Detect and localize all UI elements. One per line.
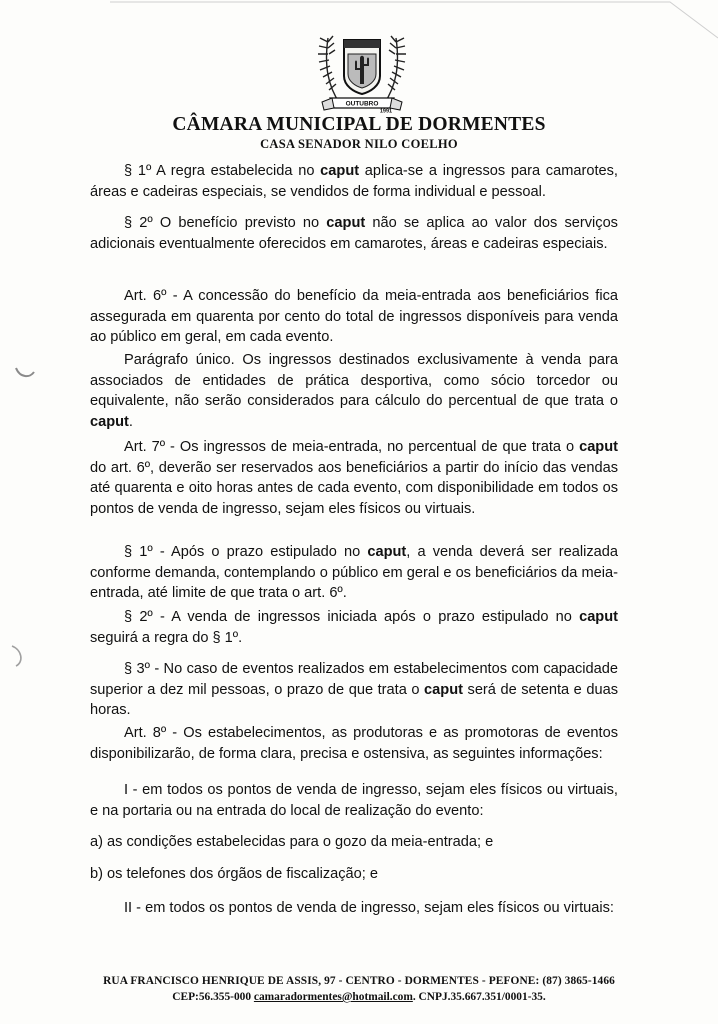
paragraph-1-bold: caput <box>320 163 360 179</box>
paragraph-5-bold: caput <box>579 439 618 455</box>
paragraph-13-text: II - em todos os pontos de venda de ingresso, sejam eles físicos ou virtuais: <box>124 900 614 916</box>
paragraph-9 <box>90 723 618 764</box>
paragraph-6 <box>90 542 618 604</box>
scan-corner-edge <box>110 0 718 40</box>
punch-hole-mark <box>8 644 28 668</box>
paragraph-10 <box>90 780 618 821</box>
crest-year-text: 1991 <box>379 108 393 114</box>
paragraph-5 <box>90 437 618 519</box>
paragraph-1-text: § 1º A regra estabelecida no <box>124 163 321 179</box>
paragraph-12 <box>90 864 618 885</box>
paragraph-2-text-end: não se aplica ao valor dos serviços adicionais eventualmente oferecidos em camarotes, áreas e cadeiras especiais. <box>90 215 618 252</box>
municipal-crest-logo <box>310 24 414 114</box>
paragraph-3 <box>90 286 618 348</box>
footer-cep: CEP:56.355-000 <box>172 991 254 1003</box>
punch-hole-mark <box>14 364 36 380</box>
paragraph-5-text-end: do art. 6º, deverão ser reservados aos beneficiários a partir do início das vendas até quarenta e oito horas antes de cada evento, com disponibilidade em todos os pontos de venda de ingresso, sejam eles físicos ou virtuais. <box>90 459 618 517</box>
organization-subtitle: CASA SENADOR NILO COELHO <box>260 137 458 151</box>
footer-email-link[interactable]: camaradormentes@hotmail.com <box>253 991 413 1003</box>
paragraph-2 <box>90 213 618 254</box>
paragraph-13 <box>90 898 618 919</box>
paragraph-4-bold: caput <box>90 413 129 430</box>
paragraph-4-text-end: . <box>128 413 133 430</box>
paragraph-2-text: § 2º O benefício previsto no <box>124 215 327 231</box>
paragraph-3-text: Art. 6º - A concessão do benefício da meia-entrada aos beneficiários fica assegurada em quarenta por cento do total de ingressos disponíveis para venda ao público em geral, em cada evento. <box>90 288 618 346</box>
paragraph-7-bold: caput <box>579 609 618 625</box>
paragraph-6-bold: caput <box>367 544 407 560</box>
paragraph-1 <box>90 161 618 202</box>
paragraph-9-text: Art. 8º - Os estabelecimentos, as produtoras e as promotoras de eventos disponibilizarão, de forma clara, precisa e ostensiva, as seguintes informações: <box>90 725 618 762</box>
paragraph-8-text: § 3º - No caso de eventos realizados em estabelecimentos com capacidade superior a dez mil pessoas, o prazo de que trata o <box>90 661 618 698</box>
paragraph-2-bold: caput <box>326 215 366 231</box>
paragraph-5-text: Art. 7º - Os ingressos de meia-entrada, no percentual de que trata o <box>124 439 580 455</box>
paragraph-4-text: Parágrafo único. Os ingressos destinados exclusivamente à venda para associados de entidades de prática desportiva, como sócio torcedor ou equivalente, não serão considerados para cálculo do percentual de que trata o <box>90 352 618 410</box>
paragraph-6-text: § 1º - Após o prazo estipulado no <box>124 544 368 560</box>
paragraph-6-text-end: , a venda deverá ser realizada conforme demanda, contemplando o público em geral e os beneficiários da meia-entrada, até limite de que trata o art. 6º. <box>90 544 618 602</box>
paragraph-8-text-end: será de setenta e duas horas. <box>90 681 618 719</box>
paragraph-7-text-end: seguirá a regra do § 1º. <box>90 629 243 646</box>
paragraph-4 <box>90 350 618 432</box>
organization-title: CÂMARA MUNICIPAL DE DORMENTES <box>172 114 546 135</box>
crest-banner-text: OUTUBRO <box>345 100 379 108</box>
paragraph-8 <box>90 659 618 721</box>
paragraph-11-text: a) as condições estabelecidas para o gozo da meia-entrada; e <box>90 834 494 850</box>
paragraph-11 <box>90 832 618 853</box>
footer-address: RUA FRANCISCO HENRIQUE DE ASSIS, 97 - CENTRO - DORMENTES - PEFONE: (87) 3865-1466 <box>103 975 615 987</box>
paragraph-7-text: § 2º - A venda de ingressos iniciada após o prazo estipulado no <box>124 609 580 625</box>
paragraph-10-text: I - em todos os pontos de venda de ingresso, sejam eles físicos ou virtuais, e na portaria ou na entrada do local de realização do evento: <box>90 782 618 819</box>
paragraph-12-text: b) os telefones dos órgãos de fiscalização; e <box>90 866 378 882</box>
footer-contact <box>0 991 718 1003</box>
paragraph-7 <box>90 607 618 648</box>
paragraph-1-text-end: aplica-se a ingressos para camarotes, áreas e cadeiras especiais, se vendidos de forma individual e pessoal. <box>90 163 618 200</box>
paragraph-8-bold: caput <box>424 681 463 698</box>
footer-cnpj: . CNPJ.35.667.351/0001-35. <box>412 991 546 1003</box>
